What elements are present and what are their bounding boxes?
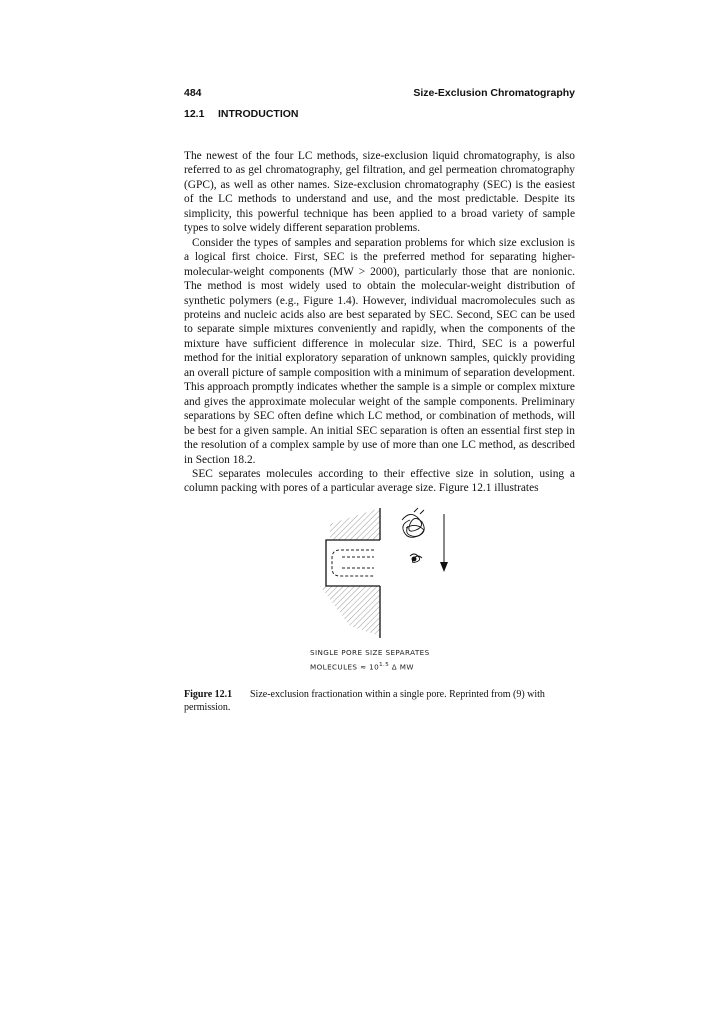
large-molecule-icon — [402, 508, 424, 537]
small-molecule-icon — [410, 554, 422, 563]
body-text — [184, 149, 575, 496]
page-number: 484 — [184, 87, 202, 99]
section-heading — [184, 108, 299, 120]
caption-text: Size-exclusion fractionation within a single pore. Reprinted from (9) with permission. — [184, 689, 545, 713]
single-pore-diagram — [310, 506, 470, 646]
figure-caption — [184, 688, 576, 714]
paragraph: The newest of the four LC methods, size-exclusion liquid chromatography, is also referred to as gel chromatography, gel filtration, and gel permeation chromatography (GPC), as well as other names. Size-exclusion chromatography (SEC) is the easiest of the LC methods to understand and use, and the most predictable. Despite its simplicity, this powerful technique has been applied to a broad variety of sample types to solve widely different separation problems. — [184, 150, 575, 235]
running-title: Size-Exclusion Chromatography — [413, 87, 575, 99]
figure-12-1 — [310, 506, 470, 678]
section-title: INTRODUCTION — [218, 108, 299, 120]
section-number: 12.1 — [184, 108, 205, 120]
figure-label-line-2: MOLECULES ≈ $10^{1.5}$ Δ MW — [310, 662, 414, 672]
figure-label-line-1: SINGLE PORE SIZE SEPARATES — [310, 648, 430, 657]
paragraph: Consider the types of samples and separation problems for which size exclusion is a logical first choice. First, SEC is the preferred method for separating higher-molecular-weight components (MW > 2000), particularly those that are nonionic. The method is most widely used to obtain the molecular-weight distribution of synthetic polymers (e.g., Figure 1.4). However, individual macromolecules such as proteins and nucleic acids also are best separated by SEC. Second, SEC can be used to separate simple mixtures conveniently and rapidly, when the components of the mixture have sufficient difference in molecular size. Third, SEC is a powerful method for the initial exploratory separation of unknown samples, quickly providing an overall picture of sample composition with a minimum of separation development. This approach promptly indicates whether the sample is a simple or complex mixture and gives the approximate molecular weight of the sample components. Preliminary separations by SEC often define which LC method, or combination of methods, will be best for a given sample. An initial SEC separation is often an essential first step in the resolution of a complex sample by use of more than one LC method, as described in Section 18.2. — [184, 236, 575, 466]
caption-label: Figure 12.1 — [184, 689, 233, 700]
paragraph: SEC separates molecules according to their effective size in solution, using a column packing with pores of a particular average size. Figure 12.1 illustrates — [184, 467, 575, 495]
